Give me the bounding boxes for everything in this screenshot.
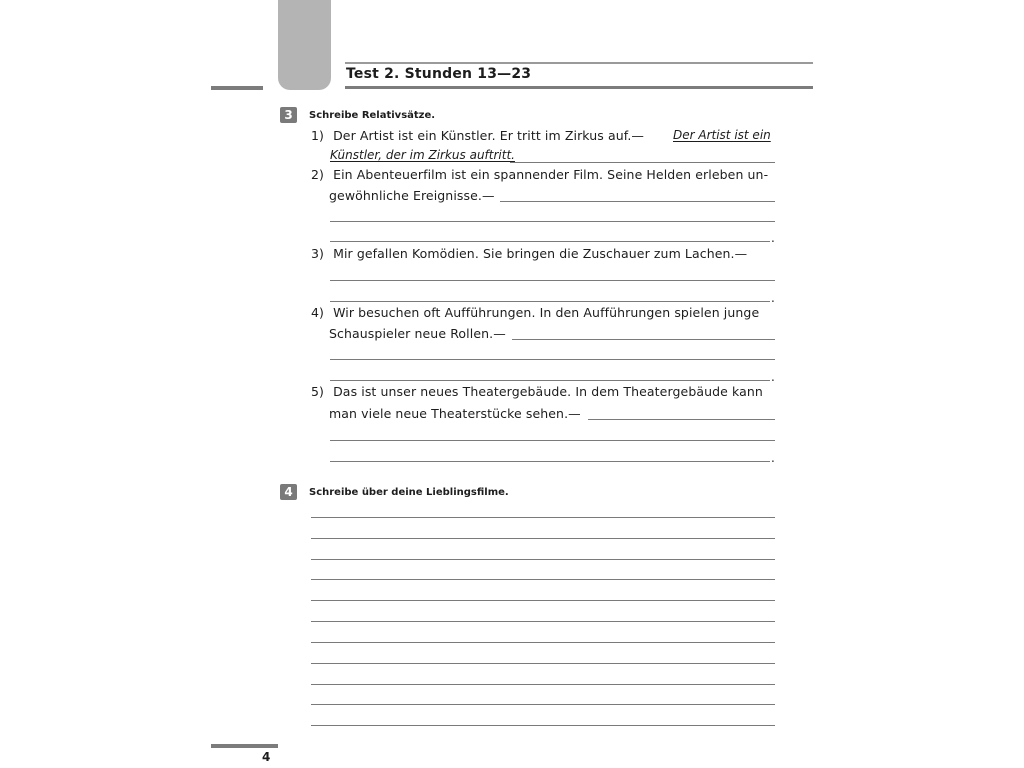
item-number: 4)	[311, 305, 325, 320]
item-text: Mir gefallen Komödien. Sie bringen die Zuschauer zum Lachen.—	[333, 246, 748, 261]
answer-line[interactable]	[330, 241, 770, 242]
exercise-item-3	[311, 246, 747, 261]
item-text: Das ist unser neues Theatergebäude. In dem Theatergebäude kann	[333, 384, 763, 399]
task-4-number-badge: 4	[280, 484, 297, 500]
answer-line[interactable]	[588, 419, 775, 420]
period: .	[771, 370, 775, 384]
exercise-item-2-line-2: gewöhnliche Ereignisse.—	[329, 188, 495, 203]
sample-answer-part-2: Künstler, der im Zirkus auftritt.	[330, 148, 515, 162]
footer-bar	[211, 744, 278, 748]
exercise-item-1	[311, 128, 644, 143]
writing-line[interactable]	[311, 538, 775, 539]
writing-line[interactable]	[311, 621, 775, 622]
task-3-number-badge: 3	[280, 107, 297, 123]
answer-line[interactable]	[512, 339, 775, 340]
task-3-title: Schreibe Relativsätze.	[309, 110, 436, 121]
header-rule-top	[345, 62, 813, 64]
item-text: Wir besuchen oft Aufführungen. In den Aufführungen spielen junge	[333, 305, 760, 320]
exercise-item-5	[311, 384, 763, 399]
section-tab	[278, 0, 331, 90]
answer-line	[510, 162, 775, 163]
answer-line[interactable]	[330, 440, 775, 441]
item-text: Der Artist ist ein Künstler. Er tritt im Zirkus auf.—	[333, 128, 645, 143]
sample-answer-part-1: Der Artist ist ein	[673, 128, 771, 142]
item-number: 2)	[311, 167, 325, 182]
writing-line[interactable]	[311, 517, 775, 518]
item-number: 3)	[311, 246, 325, 261]
writing-line[interactable]	[311, 663, 775, 664]
writing-line[interactable]	[311, 579, 775, 580]
page-number: 4	[262, 750, 271, 764]
writing-line[interactable]	[311, 600, 775, 601]
answer-line[interactable]	[330, 359, 775, 360]
exercise-item-4-line-2: Schauspieler neue Rollen.—	[329, 326, 506, 341]
margin-bar	[211, 86, 263, 90]
writing-line[interactable]	[311, 704, 775, 705]
exercise-item-4	[311, 305, 759, 320]
period: .	[771, 291, 775, 305]
exercise-item-2	[311, 167, 768, 182]
answer-line[interactable]	[330, 280, 775, 281]
item-text: Ein Abenteuerfilm ist ein spannender Film. Seine Helden erleben un-	[333, 167, 769, 182]
writing-line[interactable]	[311, 684, 775, 685]
header-rule-bottom	[345, 86, 813, 89]
answer-line[interactable]	[330, 461, 770, 462]
period: .	[771, 231, 775, 245]
answer-line[interactable]	[500, 201, 775, 202]
answer-line[interactable]	[330, 301, 770, 302]
answer-line[interactable]	[330, 380, 770, 381]
item-number: 1)	[311, 128, 325, 143]
writing-line[interactable]	[311, 725, 775, 726]
task-4-title: Schreibe über deine Lieblingsfilme.	[309, 487, 509, 498]
page-title: Test 2. Stunden 13—23	[346, 66, 532, 82]
writing-line[interactable]	[311, 559, 775, 560]
answer-line[interactable]	[330, 221, 775, 222]
item-number: 5)	[311, 384, 325, 399]
period: .	[771, 451, 775, 465]
writing-line[interactable]	[311, 642, 775, 643]
exercise-item-5-line-2: man viele neue Theaterstücke sehen.—	[329, 406, 581, 421]
